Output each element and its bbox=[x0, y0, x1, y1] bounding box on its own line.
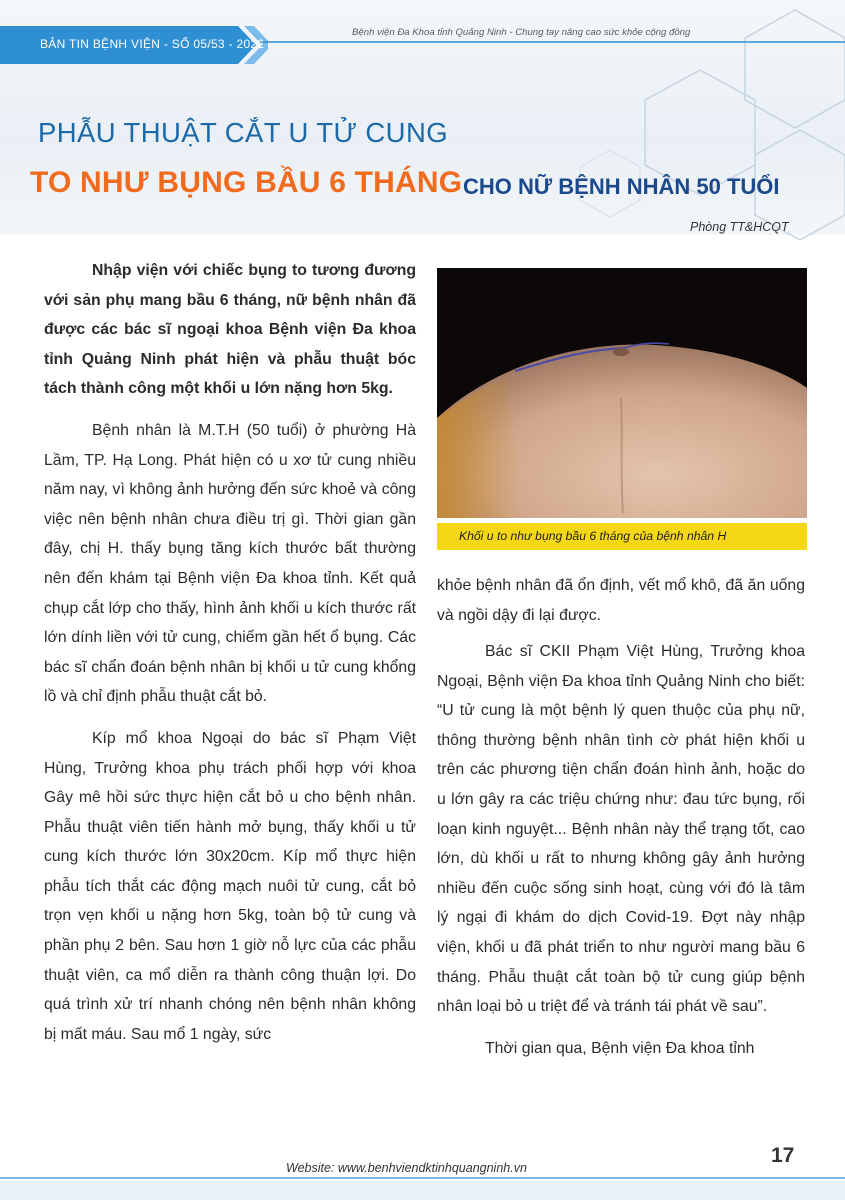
article-title-line1: PHẪU THUẬT CẮT U TỬ CUNG bbox=[38, 117, 448, 148]
article-lead: Nhập viện với chiếc bụng to tương đương với sản phụ mang bầu 6 tháng, nữ bệnh nhân đã được các bác sĩ ngoại khoa Bệnh viện Đa khoa tỉnh Quảng Ninh phát hiện và phẫu thuật bóc tách thành công một khối u lớn nặng hơn 5kg. bbox=[44, 262, 416, 398]
hospital-tagline: Bệnh viện Đa Khoa tỉnh Quảng Ninh - Chung tay nâng cao sức khỏe cộng đồng bbox=[352, 27, 691, 38]
article-title-highlight: TO NHƯ BỤNG BẦU 6 THÁNG bbox=[30, 166, 463, 199]
article-byline: Phòng TT&HCQT bbox=[690, 220, 789, 234]
right-column bbox=[437, 637, 805, 1075]
left-column bbox=[44, 256, 416, 1061]
right-column-continuation bbox=[437, 571, 805, 642]
paragraph-2: Kíp mổ khoa Ngoại do bác sĩ Phạm Việt Hùng, Trưởng khoa phụ trách phối hợp với khoa Gây mê hồi sức thực hiện cắt bỏ u cho bệnh nhân. Phẫu thuật viên tiến hành mở bụng, thấy khối u tử cung kích thước lớn 30x20cm. Kíp mổ thực hiện phẫu tích thắt các động mạch nuôi tử cung, cắt bỏ trọn vẹn khối u nặng hơn 5kg, toàn bộ tử cung và phần phụ 2 bên. Sau hơn 1 giờ nỗ lực của các phẫu thuật viên, ca mổ diễn ra thành công thuận lợi. Do quá trình xử trí nhanh chóng nên bệnh nhân không bị mất máu. Sau mổ 1 ngày, sức bbox=[44, 729, 416, 1043]
page-number: 17 bbox=[771, 1144, 795, 1167]
paragraph-2-continued: khỏe bệnh nhân đã ổn định, vết mổ khô, đã ăn uống và ngồi dậy đi lại được. bbox=[437, 577, 805, 624]
paragraph-3: Bác sĩ CKII Phạm Việt Hùng, Trưởng khoa Ngoại, Bệnh viện Đa khoa tỉnh Quảng Ninh cho biết: “U tử cung là một bệnh lý quen thuộc của phụ nữ, thông thường bệnh nhân tình cờ phát hiện khối u trên các phương tiện chẩn đoán hình ảnh, hoặc do u lớn gây ra các triệu chứng như: đau tức bụng, rối loạn kinh nguyệt... Bệnh nhân này thể trạng tốt, cao lớn, dù khối u rất to nhưng không gây ảnh hưởng nhiều đến cuộc sống sinh hoạt, cùng với đó là tâm lý ngại đi khám do dịch Covid-19. Đợt này nhập viện, khối u đã phát triển to như người mang bầu 6 tháng. Phẫu thuật cắt toàn bộ tử cung giúp bệnh nhân loại bỏ u triệt để và tránh tái phát về sau”. bbox=[437, 643, 805, 1016]
article-title-subline: CHO NỮ BỆNH NHÂN 50 TUỔI bbox=[463, 174, 780, 199]
footer-website: Website: www.benhviendktinhquangninh.vn bbox=[286, 1161, 527, 1175]
article-photo bbox=[437, 268, 807, 518]
header-rule bbox=[262, 40, 845, 44]
abdomen-photo-image bbox=[437, 268, 807, 518]
paragraph-1: Bệnh nhân là M.T.H (50 tuổi) ở phường Hà Lầm, TP. Hạ Long. Phát hiện có u xơ tử cung nhiều năm nay, vì không ảnh hưởng đến sức khoẻ và công việc nên bệnh nhân chưa điều trị gì. Thời gian gần đây, chị H. thấy bụng tăng kích thước bất thường nên đến khám tại Bệnh viện Đa khoa tỉnh. Kết quả chụp cắt lớp cho thấy, hình ảnh khối u kích thước rất lớn dính liền với tử cung, chiếm gần hết ổ bụng. Các bác sĩ chẩn đoán bệnh nhân bị khối u tử cung khổng lồ và chỉ định phẫu thuật cắt bỏ. bbox=[44, 421, 416, 706]
photo-caption: Khối u to như bụng bầu 6 tháng của bệnh nhân H bbox=[459, 529, 727, 543]
issue-tag: BẢN TIN BỆNH VIỆN - SỐ 05/53 - 2022 bbox=[40, 37, 265, 51]
paragraph-4: Thời gian qua, Bệnh viện Đa khoa tỉnh bbox=[485, 1039, 755, 1057]
photo-caption-box bbox=[437, 523, 807, 550]
footer-band bbox=[0, 1176, 845, 1200]
